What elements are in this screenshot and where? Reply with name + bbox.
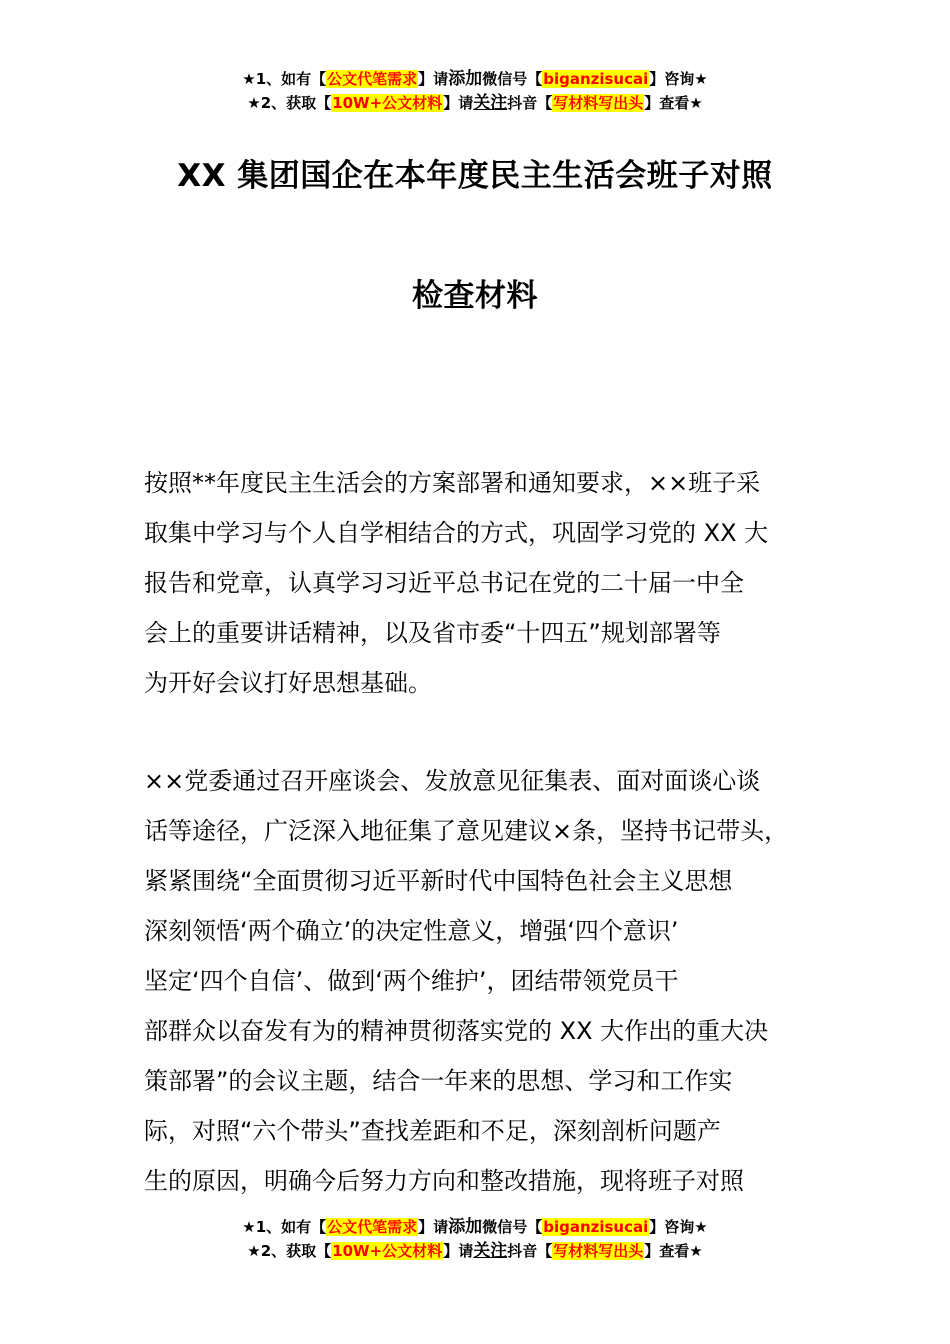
banner-text: 】请 (418, 70, 449, 88)
banner-line-2 (0, 1239, 950, 1263)
highlight-wechat-id: biganzisucai (543, 70, 649, 88)
footer-banner (0, 1215, 950, 1263)
paragraph-line: 按照**年度民主生活会的方案部署和通知要求，××班子采 (144, 469, 761, 497)
highlight-materials: 10W+公文材料 (332, 1242, 443, 1260)
document-title-line-2: 检查材料 (412, 278, 538, 314)
banner-emphasis: 添加 (448, 69, 483, 89)
body-paragraph-1 (144, 458, 814, 708)
banner-emphasis: 添加 (448, 1217, 483, 1237)
paragraph-line: 坚定‘四个自信’、做到‘两个维护’，团结带领党员干 (144, 967, 679, 995)
paragraph-line: 深刻领悟‘两个确立’的决定性意义，增强‘四个意识’ (144, 917, 679, 945)
header-banner (0, 67, 950, 115)
highlight-materials: 10W+公文材料 (332, 94, 443, 112)
highlight-douyin-account: 写材料写出头 (553, 1242, 644, 1260)
banner-text: 】请 (418, 1218, 449, 1236)
paragraph-line: 话等途径，广泛深入地征集了意见建议×条，坚持书记带头， (144, 817, 789, 845)
banner-text: 抖音【 (507, 94, 553, 112)
highlight-wechat-id: biganzisucai (543, 1218, 649, 1236)
paragraph-line: 紧紧围绕“全面贯彻习近平新时代中国特色社会主义思想 (144, 867, 733, 895)
banner-text: 微信号【 (482, 70, 543, 88)
banner-text: 】咨询★ (649, 1218, 708, 1236)
paragraph-line: 为开好会议打好思想基础。 (144, 669, 432, 697)
banner-text: 微信号【 (482, 1218, 543, 1236)
paragraph-line: 会上的重要讲话精神，以及省市委“十四五”规划部署等 (144, 619, 721, 647)
highlight-douyin-account: 写材料写出头 (553, 94, 644, 112)
banner-text: 抖音【 (507, 1242, 553, 1260)
highlight-service: 公文代笔需求 (327, 1218, 418, 1236)
paragraph-line: 策部署”的会议主题，结合一年来的思想、学习和工作实 (144, 1067, 733, 1095)
banner-emphasis: 关注 (473, 93, 508, 113)
paragraph-line: 取集中学习与个人自学相结合的方式，巩固学习党的 XX 大 (144, 519, 769, 547)
body-paragraph-2 (144, 756, 814, 1206)
banner-text: 】咨询★ (649, 70, 708, 88)
banner-line-1 (0, 67, 950, 91)
paragraph-line: 部群众以奋发有为的精神贯彻落实党的 XX 大作出的重大决 (144, 1017, 769, 1045)
paragraph-line: 际，对照“六个带头”查找差距和不足，深刻剖析问题产 (144, 1117, 721, 1145)
highlight-service: 公文代笔需求 (327, 70, 418, 88)
banner-text: 】查看★ (644, 94, 703, 112)
paragraph-line: 报告和党章，认真学习习近平总书记在党的二十届一中全 (144, 569, 744, 597)
document-title-line-1: XX 集团国企在本年度民主生活会班子对照 (177, 158, 773, 194)
banner-text: ★2、获取【 (247, 1242, 332, 1260)
banner-text: 】请 (443, 1242, 474, 1260)
paragraph-line: 生的原因，明确今后努力方向和整改措施，现将班子对照 (144, 1167, 744, 1195)
banner-text: ★1、如有【 (242, 70, 327, 88)
paragraph-line: ××党委通过召开座谈会、发放意见征集表、面对面谈心谈 (144, 767, 761, 795)
banner-text: 】查看★ (644, 1242, 703, 1260)
banner-line-1 (0, 1215, 950, 1239)
banner-emphasis: 关注 (473, 1241, 508, 1261)
banner-text: ★1、如有【 (242, 1218, 327, 1236)
banner-text: 】请 (443, 94, 474, 112)
banner-line-2 (0, 91, 950, 115)
banner-text: ★2、获取【 (247, 94, 332, 112)
